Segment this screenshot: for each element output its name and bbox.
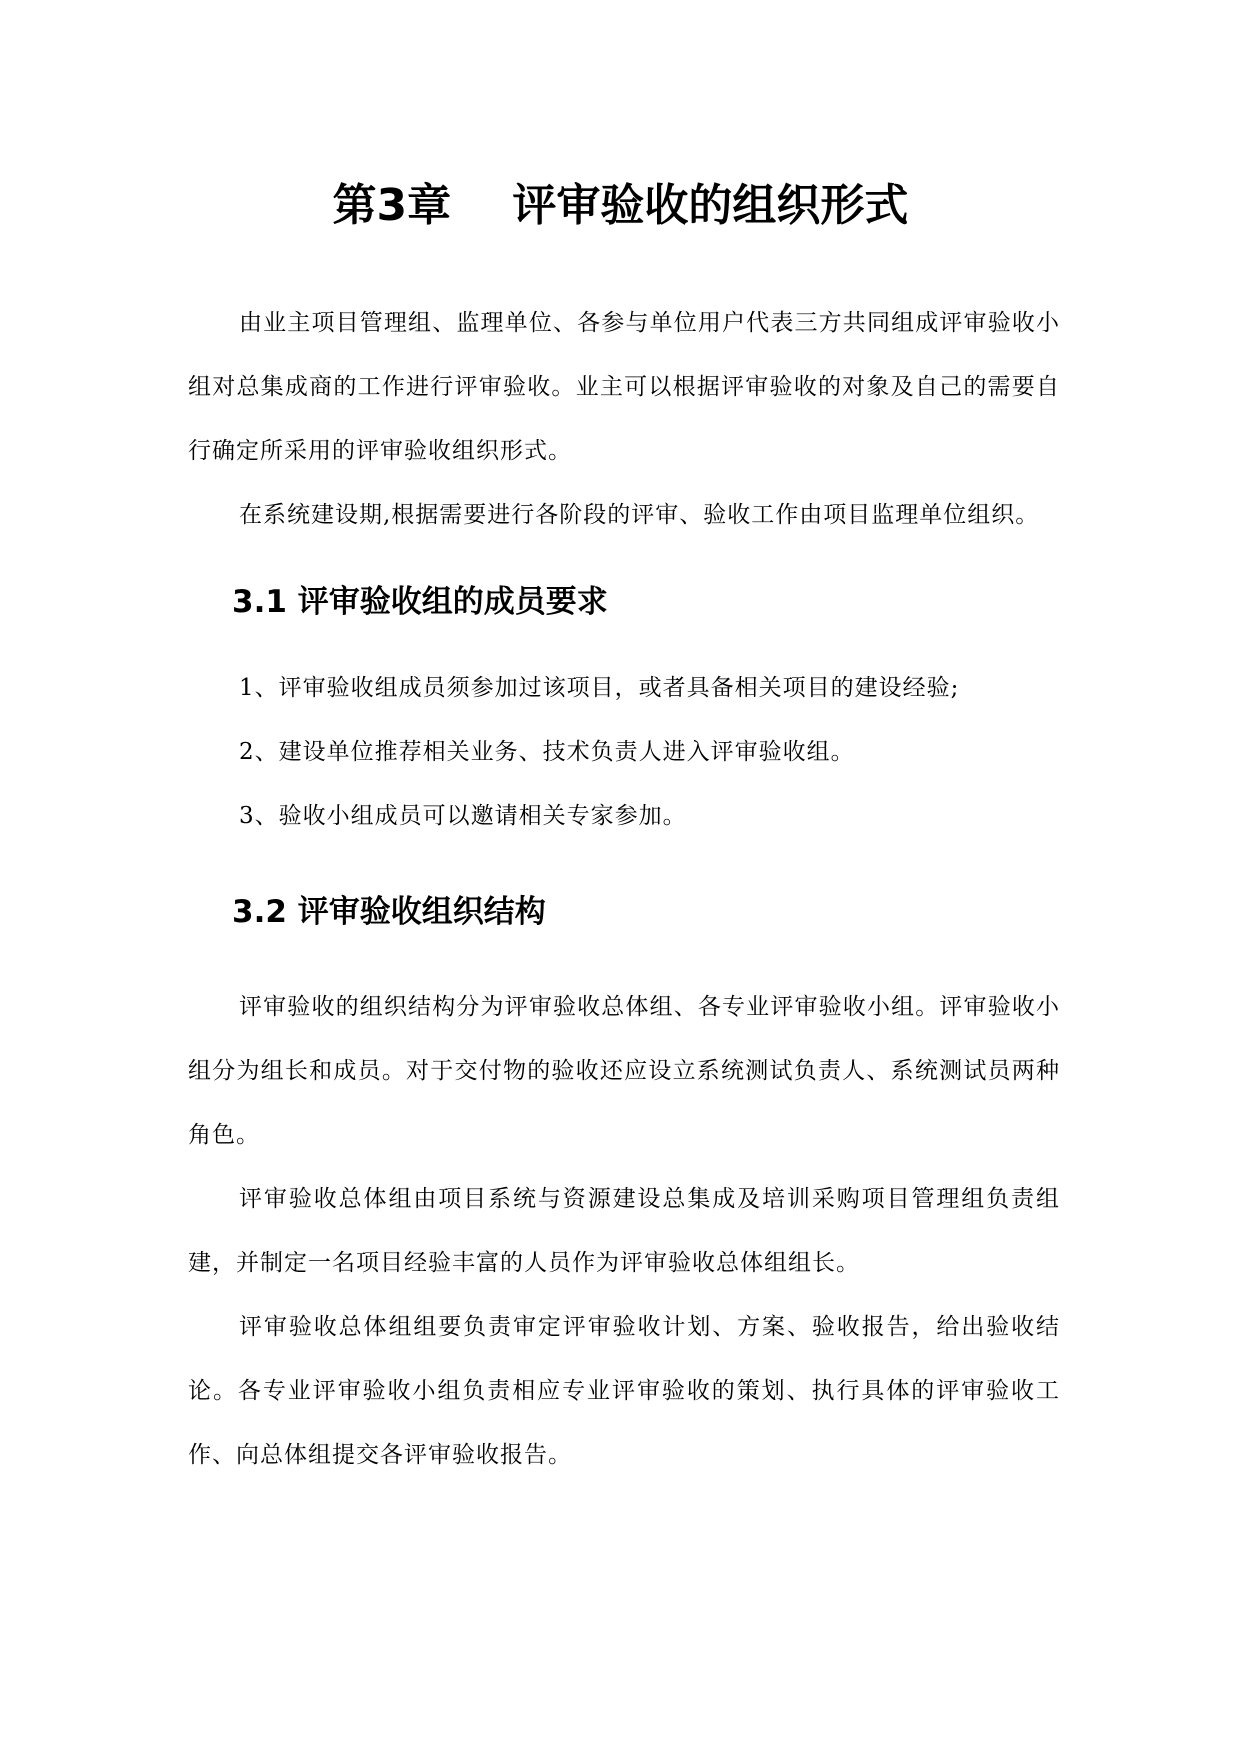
- section-heading-3-1: 3.1 评审验收组的成员要求: [232, 584, 608, 620]
- intro-paragraph-1: 由业主项目管理组、监理单位、各参与单位用户代表三方共同组成评审验收小组对总集成商的工作进行评审验收。业主可以根据评审验收的对象及自己的需要自行确定所采用的评审验收组织形式。: [188, 310, 1060, 464]
- list-item-2: 2、建设单位推荐相关业务、技术负责人进入评审验收组。: [239, 739, 855, 765]
- intro-paragraph-2: 在系统建设期,根据需要进行各阶段的评审、验收工作由项目监理单位组织。: [239, 502, 1040, 528]
- list-item-1: 1、评审验收组成员须参加过该项目，或者具备相关项目的建设经验;: [239, 675, 960, 701]
- chapter-title: 第3章 评审验收的组织形式: [332, 180, 909, 231]
- section-heading-3-2: 3.2 评审验收组织结构: [232, 894, 546, 930]
- section-2-paragraph-1: 评审验收的组织结构分为评审验收总体组、各专业评审验收小组。评审验收小组分为组长和成员。对于交付物的验收还应设立系统测试负责人、系统测试员两种角色。: [188, 994, 1060, 1148]
- section-2-paragraph-3: 评审验收总体组组要负责审定评审验收计划、方案、验收报告，给出验收结论。各专业评审验收小组负责相应专业评审验收的策划、执行具体的评审验收工作、向总体组提交各评审验收报告。: [188, 1314, 1060, 1468]
- section-2-paragraph-2: 评审验收总体组由项目系统与资源建设总集成及培训采购项目管理组负责组建，并制定一名项目经验丰富的人员作为评审验收总体组组长。: [188, 1186, 1060, 1276]
- list-item-3: 3、验收小组成员可以邀请相关专家参加。: [239, 803, 687, 829]
